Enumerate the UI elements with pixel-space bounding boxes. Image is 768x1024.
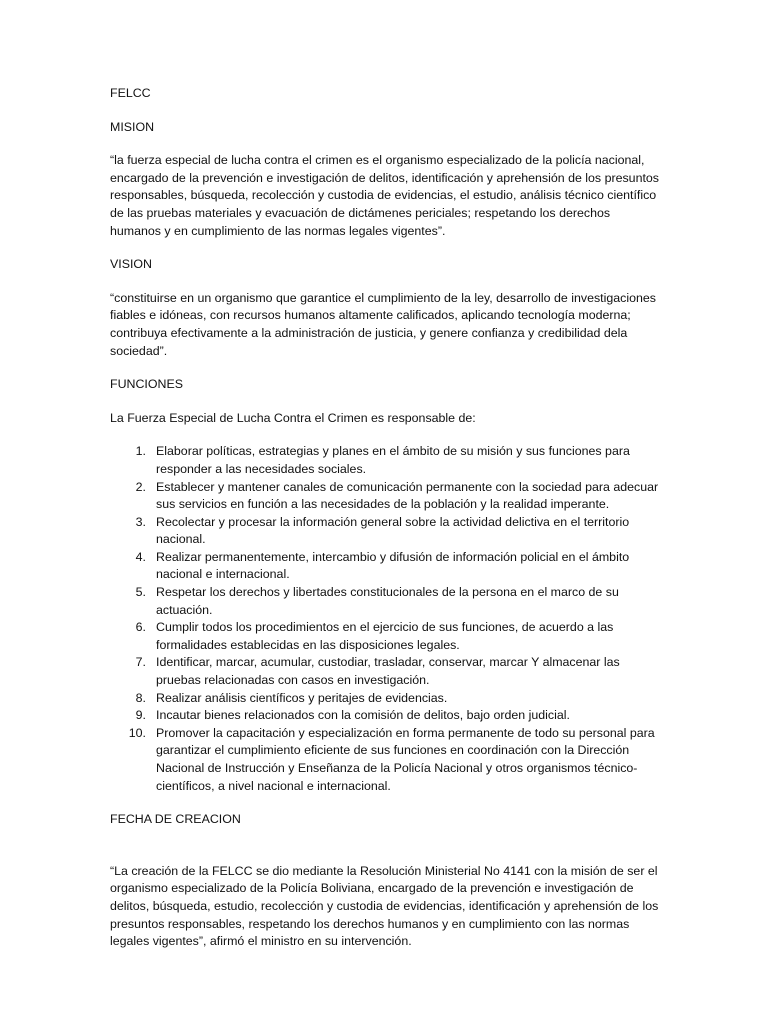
list-item-number: 5.: [135, 585, 146, 600]
list-item-text: Recolectar y procesar la información general sobre la actividad delictiva en el territorio nacional.: [156, 514, 630, 547]
list-item-number: 8.: [135, 690, 146, 705]
funciones-intro: La Fuerza Especial de Lucha Contra el Crimen es responsable de:: [110, 410, 476, 425]
vision-heading: VISION: [110, 257, 152, 272]
document-body: [110, 85, 660, 967]
list-item-text: Promover la capacitación y especialización en forma permanente de todo su personal para garantizar el cumplimiento eficiente de sus funciones en coordinación con la Dirección Nacional de Instrucción y Enseñanza de la Policía Nacional y otros organismos técnico-científicos, a nivel nacional e internacional.: [156, 725, 655, 793]
list-item-number: 7.: [135, 655, 146, 670]
list-item: [110, 584, 660, 619]
list-item: [110, 707, 660, 725]
list-item-text: Realizar permanentemente, intercambio y difusión de información policial en el ámbito nacional e internacional.: [156, 549, 630, 582]
funciones-list: [110, 443, 660, 795]
list-item-text: Incautar bienes relacionados con la comisión de delitos, bajo orden judicial.: [156, 708, 570, 723]
list-item-number: 10.: [128, 725, 146, 740]
list-item: [110, 690, 660, 708]
fecha-heading: FECHA DE CREACION: [110, 812, 241, 827]
list-item: [110, 619, 660, 654]
list-item-text: Establecer y mantener canales de comunicación permanente con la sociedad para adecuar sus servicios en función a las necesidades de la población y la realidad imperante.: [156, 479, 659, 512]
fecha-paragraph: “La creación de la FELCC se dio mediante la Resolución Ministerial No 4141 con la misión de ser el organismo especializado de la Policía Boliviana, encargado de la prevención e investigación de delitos, búsqueda, estudio, recolección y custodia de evidencias, identificación y aprehensión de los presuntos responsables, respetando los derechos humanos y en cumplimiento con las normas legales vigentes”, afirmó el ministro en su intervención.: [110, 863, 659, 949]
vision-paragraph: “constituirse en un organismo que garantice el cumplimiento de la ley, desarrollo de investigaciones fiables e idóneas, con recursos humanos altamente calificados, aplicando tecnología moderna; contribuya efectivamente a la administración de justicia, y genere confianza y credibilidad dela sociedad”.: [110, 290, 656, 358]
funciones-heading: FUNCIONES: [110, 377, 183, 392]
list-item: [110, 654, 660, 689]
spacer: [110, 845, 660, 863]
list-item-number: 9.: [135, 708, 146, 723]
list-item-number: 6.: [135, 620, 146, 635]
list-item: [110, 479, 660, 514]
document-title: FELCC: [110, 86, 151, 100]
list-item-text: Realizar análisis científicos y peritajes de evidencias.: [156, 690, 448, 705]
list-item: [110, 514, 660, 549]
list-item: [110, 725, 660, 795]
list-item-text: Identificar, marcar, acumular, custodiar, trasladar, conservar, marcar Y almacenar las pruebas relacionadas con casos en investigación.: [156, 655, 620, 688]
mision-paragraph: “la fuerza especial de lucha contra el crimen es el organismo especializado de la policía nacional, encargado de la prevención e investigación de delitos, identificación y aprehensión de los presuntos responsables, búsqueda, recolección y custodia de evidencias, el estudio, análisis técnico científico de las pruebas materiales y evacuación de dictámenes periciales; respetando los derechos humanos y en cumplimiento de las normas legales vigentes”.: [110, 153, 659, 238]
list-item-number: 2.: [135, 479, 146, 494]
mision-heading: MISION: [110, 119, 155, 134]
list-item-text: Respetar los derechos y libertades constitucionales de la persona en el marco de su actuación.: [156, 585, 619, 617]
list-item: [110, 443, 660, 478]
list-item-number: 1.: [135, 444, 146, 459]
list-item-text: Cumplir todos los procedimientos en el ejercicio de sus funciones, de acuerdo a las formalidades establecidas en las disposiciones legales.: [156, 620, 614, 652]
list-item-text: Elaborar políticas, estrategias y planes en el ámbito de su misión y sus funciones para responder a las necesidades sociales.: [156, 444, 630, 476]
list-item: [110, 549, 660, 584]
list-item-number: 4.: [135, 549, 146, 564]
list-item-number: 3.: [135, 514, 146, 529]
